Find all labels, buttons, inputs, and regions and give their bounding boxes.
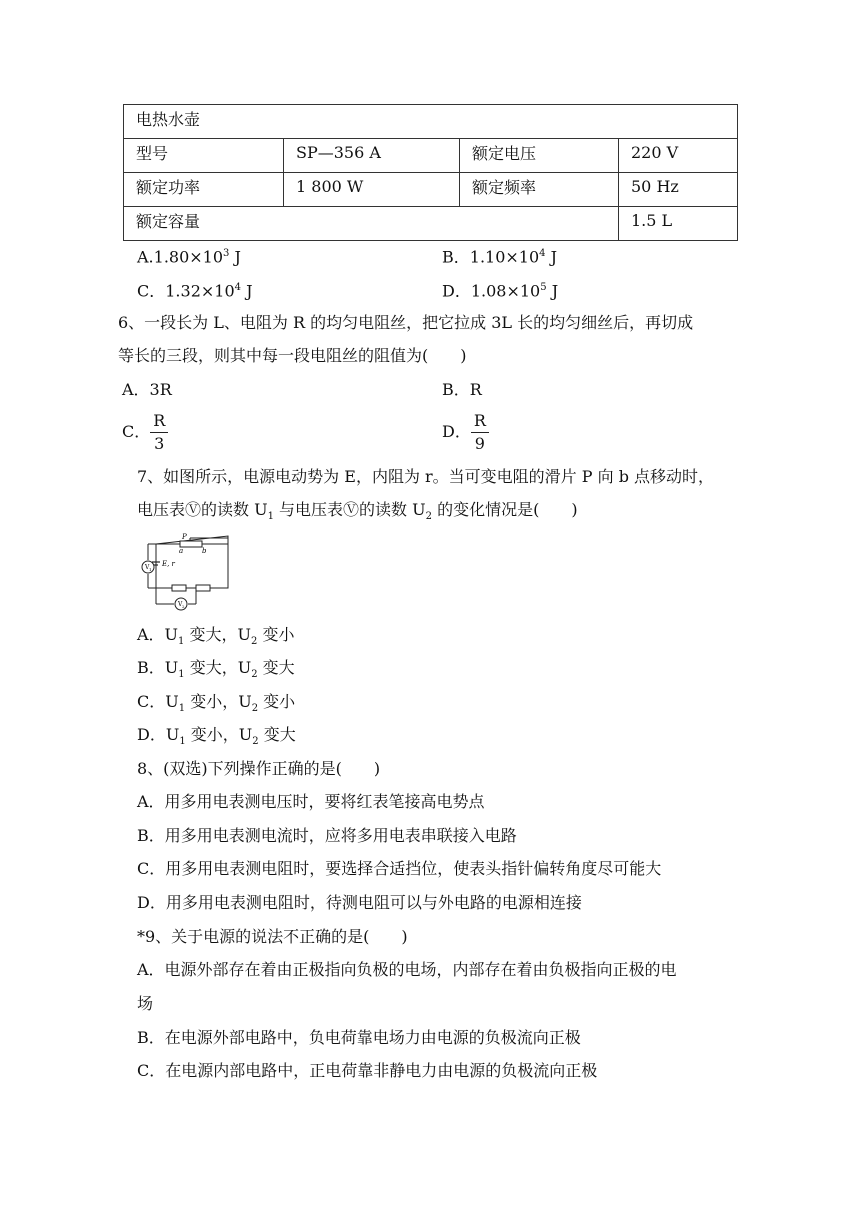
fraction: $\frac{R}{3}$ (150, 410, 168, 455)
q9-option-a-line1: A．电源外部存在着由正极指向负极的电场，内部存在着由负极指向正极的电 (137, 960, 677, 979)
circuit-diagram (136, 532, 236, 612)
q8-option-d: D．用多用电表测电阻时，待测电阻可以与外电路的电源相连接 (137, 893, 582, 912)
table-title-cell: 电热水壶 (124, 105, 738, 139)
label-er: E, r (162, 560, 175, 568)
q7-option-a: A．$U_1$ 变大，$U_2$ 变小 (137, 625, 295, 648)
spec-table (123, 104, 738, 241)
q5-option-d: D．$1.08\times 10^5$ J (442, 281, 559, 301)
resistor-symbol (196, 585, 210, 591)
q9-option-a-line2: 场 (137, 994, 154, 1013)
rheostat-symbol (180, 541, 202, 547)
q9-option-b: B．在电源外部电路中，负电荷靠电场力由电源的负极流向正极 (137, 1028, 581, 1047)
label-v2-sub: 2 (182, 604, 185, 609)
q6-stem-line2: 等长的三段，则其中每一段电阻丝的阻值为( ) (118, 346, 467, 365)
q6-option-d: D． $\frac{R}{9}$ (442, 410, 489, 455)
q8-option-b: B．用多用电表测电流时，应将多用电表串联接入电路 (137, 826, 517, 845)
q8-option-a: A．用多用电表测电压时，要将红表笔接高电势点 (137, 792, 485, 811)
q6-stem-line1: 6、一段长为 L、电阻为 R 的均匀电阻丝，把它拉成 3L 长的均匀细丝后，再切成 (118, 313, 694, 332)
table-cell: 额定频率 (460, 173, 619, 207)
q7-option-c: C．$U_1$ 变小，$U_2$ 变小 (137, 692, 296, 715)
label-v1-sub: 1 (149, 567, 152, 572)
fraction: $\frac{R}{9}$ (471, 410, 489, 455)
table-cell: 型号 (124, 139, 284, 173)
table-cell: 1.5 L (619, 207, 738, 241)
q8-option-c: C．用多用电表测电阻时，要选择合适挡位，使表头指针偏转角度尽可能大 (137, 859, 662, 878)
table-cell: 额定容量 (124, 207, 619, 241)
q5-option-c: C．$1.32\times 10^4$ J (137, 281, 253, 301)
label-b: b (202, 547, 207, 555)
table-cell: 1 800 W (284, 173, 460, 207)
q5-option-a: $A.1.80\times 10^3$ J (137, 247, 241, 267)
q8-stem: 8、(双选)下列操作正确的是( ) (137, 759, 381, 778)
q7-stem-line1: 7、如图所示，电源电动势为 E，内阻为 r。当可变电阻的滑片 P 向 b 点移动时， (137, 467, 715, 486)
label-a: a (179, 547, 184, 555)
table-cell: 额定功率 (124, 173, 284, 207)
q6-option-b: B．R (442, 380, 482, 399)
q9-stem: *9、关于电源的说法不正确的是( ) (137, 927, 408, 946)
table-row (124, 105, 738, 139)
table-row (124, 139, 738, 173)
label-v1: V (145, 564, 150, 571)
q6-option-a: A．3R (122, 380, 172, 399)
table-cell: SP—356 A (284, 139, 460, 173)
table-cell: 220 V (619, 139, 738, 173)
table-row (124, 207, 738, 241)
q7-option-d: D．$U_1$ 变小，$U_2$ 变大 (137, 725, 296, 748)
q7-stem-line2: 电压表Ⓥ的读数 $U_1$ 与电压表Ⓥ的读数 $U_2$ 的变化情况是( ) (137, 500, 578, 523)
table-cell: 额定电压 (460, 139, 619, 173)
table-row (124, 173, 738, 207)
label-v2: V (178, 601, 183, 608)
table-cell: 50 Hz (619, 173, 738, 207)
q5-option-b: B．$1.10\times 10^4$ J (442, 247, 558, 267)
q9-option-c: C．在电源内部电路中，正电荷靠非静电力由电源的负极流向正极 (137, 1061, 598, 1080)
resistor-symbol (172, 585, 186, 591)
label-p: P (182, 533, 187, 541)
q6-option-c: C． $\frac{R}{3}$ (122, 410, 168, 455)
q7-option-b: B．$U_1$ 变大，$U_2$ 变大 (137, 658, 295, 681)
